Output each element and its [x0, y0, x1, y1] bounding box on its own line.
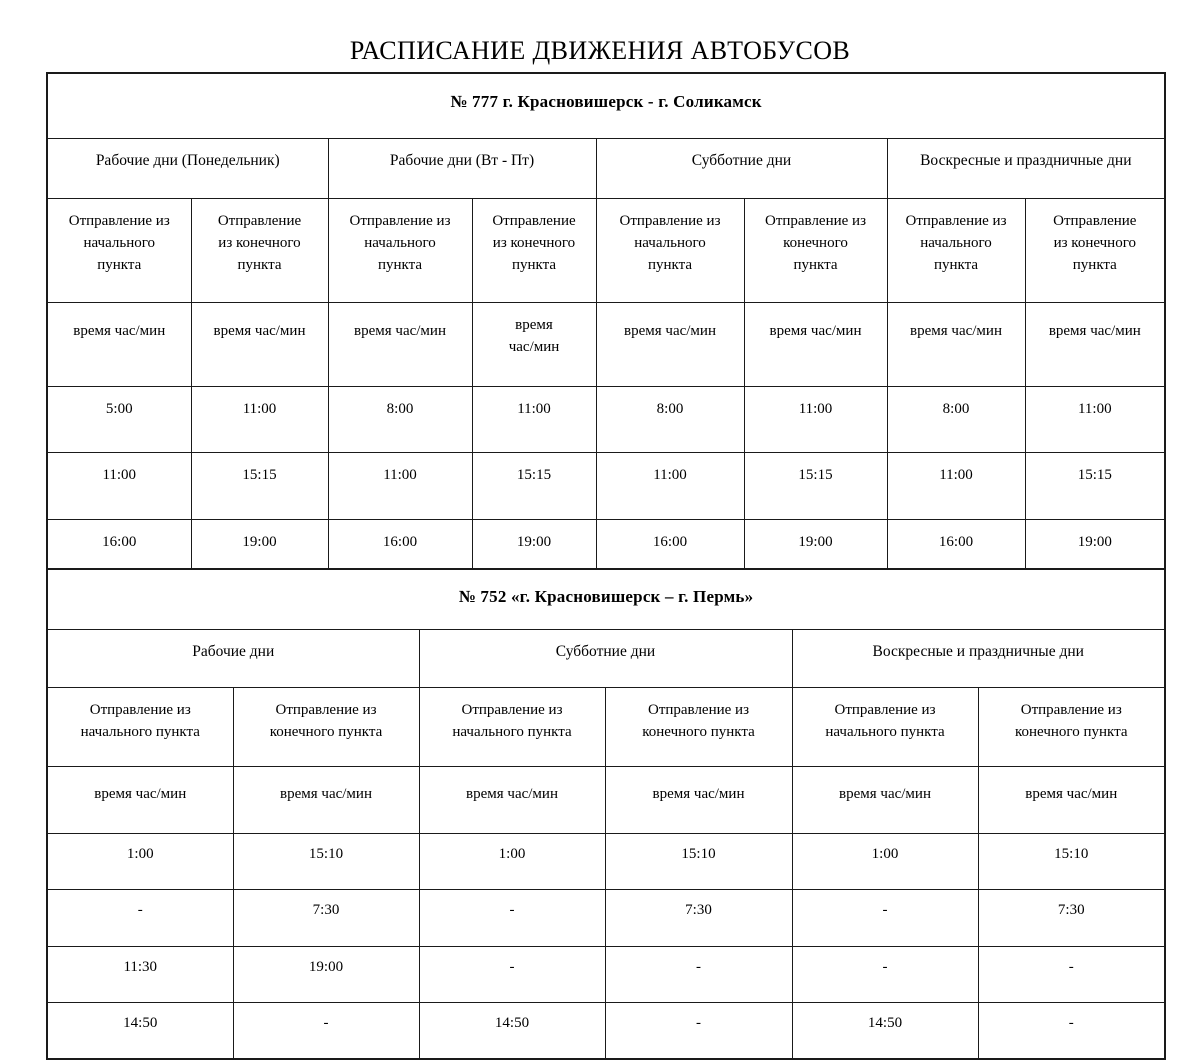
unit-row	[47, 766, 1165, 833]
column-header-line: пункта	[793, 256, 838, 273]
unit-line: время час/мин	[1048, 323, 1141, 340]
time-cell: 11:00	[887, 453, 1025, 519]
table-row	[47, 946, 1165, 1002]
column-header-line: из конечного	[1053, 234, 1136, 251]
time-cell: -	[978, 1002, 1165, 1059]
time-cell: -	[419, 890, 605, 946]
time-cell: 8:00	[887, 386, 1025, 452]
column-header-cell	[596, 199, 744, 303]
group-header-cell: Воскресные и праздничные дни	[792, 630, 1165, 688]
time-cell: 11:00	[744, 386, 887, 452]
unit-line: время час/мин	[910, 323, 1002, 340]
column-header-cell	[328, 199, 472, 303]
column-header-line: пункта	[377, 256, 423, 273]
column-header-line: Отправление	[1053, 213, 1137, 230]
column-header-line: конечного пункта	[1015, 723, 1128, 740]
time-cell: 11:00	[596, 453, 744, 519]
page-title: РАСПИСАНИЕ ДВИЖЕНИЯ АВТОБУСОВ	[349, 36, 851, 65]
unit-cell	[47, 303, 191, 387]
column-header-cell	[472, 199, 596, 303]
time-cell: 16:00	[328, 519, 472, 586]
table-row	[47, 1002, 1165, 1059]
table-body-752	[47, 569, 1165, 1059]
time-cell: 7:30	[233, 890, 419, 946]
unit-cell	[744, 303, 887, 387]
column-header-line: начального пункта	[80, 723, 200, 740]
route-title-777: № 777 г. Красновишерск - г. Соликамск	[47, 73, 1165, 139]
schedule-table-777	[46, 72, 1166, 587]
unit-line: время час/мин	[354, 323, 446, 340]
column-header-line: Отправление	[492, 213, 576, 230]
column-header-row	[47, 199, 1165, 303]
column-header-line: начального	[83, 234, 156, 251]
time-cell: 8:00	[596, 386, 744, 452]
column-header-line: Отправление из	[619, 213, 721, 230]
unit-cell	[1025, 303, 1165, 387]
column-header-line: Отправление из	[905, 213, 1007, 230]
table-body-777	[47, 73, 1165, 586]
time-cell: 15:15	[191, 453, 328, 519]
time-cell: -	[792, 890, 978, 946]
group-header-cell: Субботние дни	[596, 139, 887, 199]
time-cell: 16:00	[47, 519, 191, 586]
column-header-line: Отправление из	[275, 702, 377, 719]
column-header-cell	[233, 688, 419, 767]
column-header-cell	[47, 199, 191, 303]
schedule-table-752	[46, 568, 1166, 1060]
column-header-line: Отправление из	[764, 213, 866, 230]
column-header-cell	[419, 688, 605, 767]
unit-line: время час/мин	[213, 323, 306, 340]
unit-cell: время час/мин	[233, 766, 419, 833]
time-cell: 14:50	[792, 1002, 978, 1059]
column-header-line: начального пункта	[452, 723, 572, 740]
time-cell: 1:00	[792, 833, 978, 889]
time-cell: 15:15	[1025, 453, 1165, 519]
unit-cell: время час/мин	[605, 766, 792, 833]
column-header-line: пункта	[97, 256, 142, 273]
column-header-cell	[605, 688, 792, 767]
time-cell: 19:00	[472, 519, 596, 586]
column-header-line: начального	[920, 234, 992, 251]
unit-line: час/мин	[508, 338, 560, 355]
unit-cell: время час/мин	[978, 766, 1165, 833]
unit-cell	[328, 303, 472, 387]
time-cell: 11:00	[328, 453, 472, 519]
column-header-line: Отправление из	[834, 702, 936, 719]
column-header-line: начального	[634, 234, 706, 251]
column-header-line: пункта	[1072, 256, 1117, 273]
column-header-line: пункта	[237, 256, 282, 273]
column-header-line: из конечного	[218, 234, 301, 251]
group-header-cell: Рабочие дни (Понедельник)	[47, 139, 328, 199]
route-title-row	[47, 569, 1165, 630]
time-cell: 11:30	[47, 946, 233, 1002]
time-cell: -	[792, 946, 978, 1002]
time-cell: 15:10	[233, 833, 419, 889]
time-cell: 5:00	[47, 386, 191, 452]
time-cell: 14:50	[47, 1002, 233, 1059]
table-row	[47, 453, 1165, 519]
column-header-line: пункта	[933, 256, 979, 273]
table-row	[47, 890, 1165, 946]
column-header-line: Отправление из	[68, 213, 170, 230]
table-row	[47, 833, 1165, 889]
unit-row	[47, 303, 1165, 387]
column-header-cell	[191, 199, 328, 303]
column-header-cell	[792, 688, 978, 767]
time-cell: 19:00	[191, 519, 328, 586]
unit-cell	[191, 303, 328, 387]
time-cell: 19:00	[744, 519, 887, 586]
time-cell: -	[233, 1002, 419, 1059]
time-cell: -	[978, 946, 1165, 1002]
time-cell: -	[47, 890, 233, 946]
time-cell: 1:00	[419, 833, 605, 889]
unit-cell: время час/мин	[792, 766, 978, 833]
group-header-cell: Воскресные и праздничные дни	[887, 139, 1165, 199]
column-header-line: начального	[364, 234, 436, 251]
time-cell: 11:00	[472, 386, 596, 452]
time-cell: -	[605, 946, 792, 1002]
unit-cell: время час/мин	[419, 766, 605, 833]
time-cell: 16:00	[887, 519, 1025, 586]
column-header-line: Отправление из	[1020, 702, 1122, 719]
time-cell: 8:00	[328, 386, 472, 452]
time-cell: 16:00	[596, 519, 744, 586]
time-cell: 19:00	[1025, 519, 1165, 586]
column-header-line: Отправление из	[461, 702, 563, 719]
time-cell: 15:10	[605, 833, 792, 889]
time-cell: 14:50	[419, 1002, 605, 1059]
column-header-cell	[887, 199, 1025, 303]
unit-line: время час/мин	[624, 323, 716, 340]
column-header-line: начального пункта	[825, 723, 945, 740]
column-header-line: Отправление из	[89, 702, 191, 719]
column-header-cell	[744, 199, 887, 303]
time-cell: 7:30	[605, 890, 792, 946]
time-cell: 11:00	[1025, 386, 1165, 452]
column-header-line: Отправление из	[349, 213, 451, 230]
column-header-cell	[47, 688, 233, 767]
group-header-cell: Рабочие дни	[47, 630, 419, 688]
column-header-line: пункта	[647, 256, 693, 273]
unit-line: время	[515, 317, 553, 334]
time-cell: -	[605, 1002, 792, 1059]
group-header-row	[47, 139, 1165, 199]
column-header-line: конечного	[783, 234, 848, 251]
time-cell: -	[419, 946, 605, 1002]
time-cell: 15:10	[978, 833, 1165, 889]
group-header-cell: Рабочие дни (Вт - Пт)	[328, 139, 596, 199]
column-header-cell	[1025, 199, 1165, 303]
group-header-cell: Субботние дни	[419, 630, 792, 688]
time-cell: 19:00	[233, 946, 419, 1002]
route-title-row	[47, 73, 1165, 139]
column-header-line: пункта	[511, 256, 557, 273]
column-header-line: Отправление	[217, 213, 302, 230]
column-header-line: конечного пункта	[269, 723, 383, 740]
column-header-row	[47, 688, 1165, 767]
time-cell: 11:00	[47, 453, 191, 519]
group-header-row	[47, 630, 1165, 688]
unit-cell	[887, 303, 1025, 387]
unit-cell	[596, 303, 744, 387]
unit-line: время час/мин	[769, 323, 862, 340]
unit-line: время час/мин	[73, 323, 166, 340]
column-header-line: из конечного	[492, 234, 576, 251]
route-title-752: № 752 «г. Красновишерск – г. Пермь»	[47, 569, 1165, 630]
time-cell: 1:00	[47, 833, 233, 889]
unit-cell	[472, 303, 596, 387]
column-header-line: Отправление из	[647, 702, 749, 719]
time-cell: 15:15	[744, 453, 887, 519]
time-cell: 11:00	[191, 386, 328, 452]
time-cell: 7:30	[978, 890, 1165, 946]
column-header-line: конечного пункта	[642, 723, 755, 740]
time-cell: 15:15	[472, 453, 596, 519]
table-row	[47, 386, 1165, 452]
column-header-cell	[978, 688, 1165, 767]
unit-cell: время час/мин	[47, 766, 233, 833]
